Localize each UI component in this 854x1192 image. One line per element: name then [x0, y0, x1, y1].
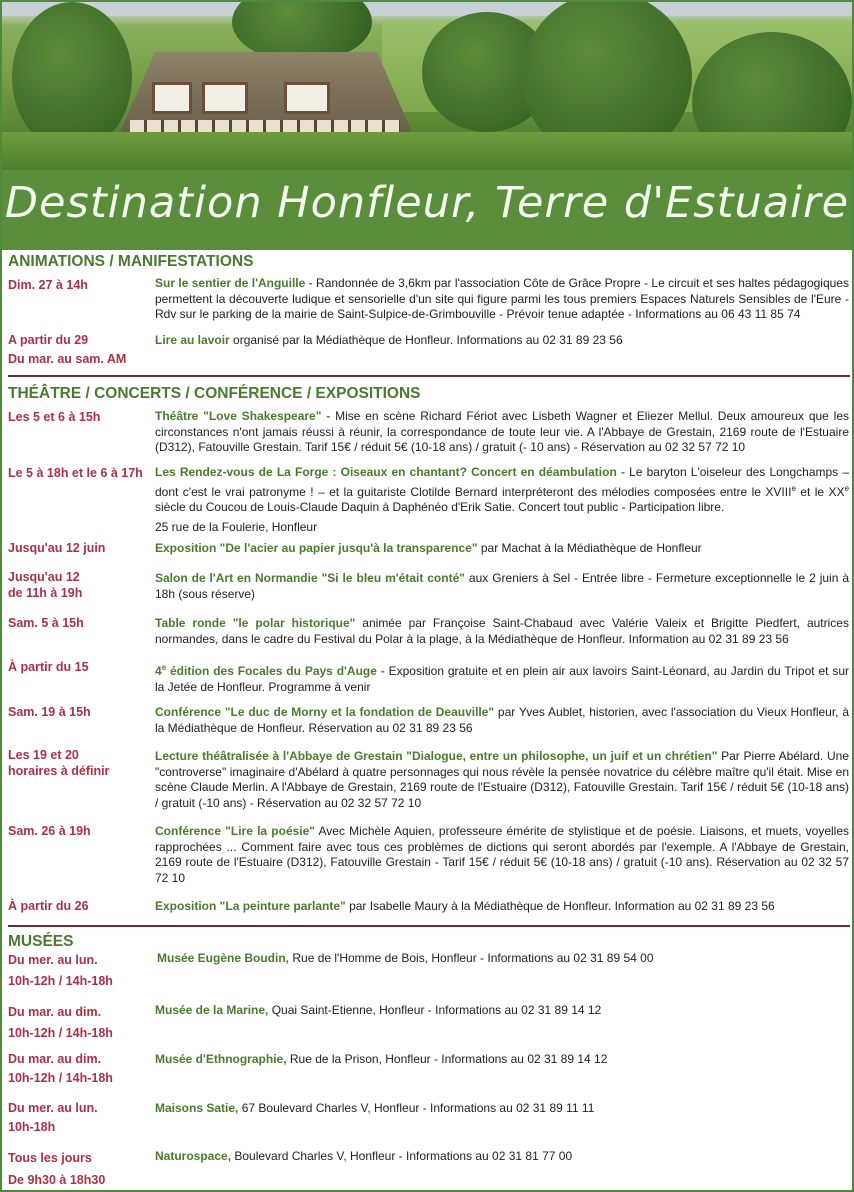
- page-title: Destination Honfleur, Terre d'Estuaire: [4, 178, 850, 228]
- event-description: Sur le sentier de l'Anguille - Randonnée de 3,6km par l'association Côte de Grâce Propre - Le circuit et ses haltes pédagogiques permettent la découverte ludique et sensorielle d'un site qui figure parmi les tous premiers Espaces Naturels Sensibles de l'Eure - Rdv sur le parking de la mairie de Saint-Sulpice-de-Grimbouville - Prévoir tenue adaptée - Informations au 06 43 11 85 74: [155, 276, 849, 322]
- section-title-theatre: THÉÂTRE / CONCERTS / CONFÉRENCE / EXPOSITIONS: [8, 385, 421, 402]
- museum-description: Musée de la Marine, Quai Saint-Etienne, Honfleur - Informations au 02 31 89 14 12: [155, 1003, 602, 1017]
- event-description: Les Rendez-vous de La Forge : Oiseaux en chantant? Concert en déambulation - Le baryton L'oiseleur des Longchamps – dont c'est le vrai patronyme ! – et la guitariste Clotilde Bernard interpréteront des mélodies composées entre le XVIIIe et le XXe siècle du Coucou de Louis-Claude Daquin à Daphénéo d'Erik Satie. Concert tout public - Participation libre. 25 rue de la Foulerie, Honfleur: [155, 465, 850, 534]
- event-description: Théâtre "Love Shakespeare" - Mise en scène Richard Fériot avec Lisbeth Wagner et Eliezer Mellul. Deux amoureux que les circonstances n'ont jamais réussi à réunir, la correspondance de toute leur vie. A l'Abbaye de Grestain, 2169 route de l'Estuaire (D312), Fatouville Grestain. Tarif 15€ / réduit 5€ (10-18 ans) / gratuit (- 10 ans) - Réservation au 02 32 57 72 10: [155, 409, 849, 455]
- event-description: Lire au lavoir organisé par la Médiathèque de Honfleur. Informations au 02 31 89 23 56: [155, 333, 623, 347]
- event-description: Exposition "La peinture parlante" par Isabelle Maury à la Médiathèque de Honfleur. Information au 02 31 89 23 56: [155, 899, 775, 913]
- event-date: Dim. 27 à 14h: [8, 278, 88, 292]
- museum-description: Naturospace, Boulevard Charles V, Honfleur - Informations au 02 31 81 77 00: [155, 1149, 573, 1163]
- event-description: Conférence "Lire la poésie" Avec Michèle Aquien, professeure émérite de stylistique et de poésie. Liaisons, et muets, voyelles rapprochées ... Comment faire avec tous ces problèmes de dictions qui seront abordés par l'exemple. A l'Abbaye de Grestain, 2169 route de l'Estuaire (D312), Fatouville Grestain - Tarif 15€ / réduit 5€ (10-18 ans) / gratuit (-10 ans). Réservation au 02 32 57 72 10: [155, 824, 849, 885]
- event-date: Sam. 5 à 15h: [8, 616, 84, 630]
- museum-description: Maisons Satie, 67 Boulevard Charles V, Honfleur - Informations au 02 31 89 11 11: [155, 1101, 595, 1115]
- section-title-musees: MUSÉES: [8, 933, 74, 950]
- event-description: Table ronde "le polar historique" animée par Françoise Saint-Chabaud avec Valérie Valeix et Brigitte Piedfert, autrices normandes, dans le cadre du Festival du Polar à la plage, à la Médiathèque de Honfleur. Information au 02 31 89 23 56: [155, 616, 849, 646]
- event-description: Salon de l'Art en Normandie "Si le bleu m'était conté" aux Greniers à Sel - Entrée libre - Fermeture exceptionnelle le 2 juin à 18h (sous réserve): [155, 571, 850, 601]
- section-divider: [8, 925, 850, 927]
- event-date: Jusqu'au 12 juin: [8, 541, 106, 555]
- event-date: À partir du 26: [8, 899, 89, 913]
- museum-description: Musée Eugène Boudin, Rue de l'Homme de Bois, Honfleur - Informations au 02 31 89 54 00: [157, 951, 654, 965]
- event-description: Lecture théâtralisée à l'Abbaye de Grestain "Dialogue, entre un philosophe, un juif et un chrétien" Par Pierre Abélard. Une "controverse" imaginaire d'Abélard à quatre personnages qui nous révèle la pensée novatrice du célèbre maître qu'il était. Mise en scène Claude Merlin. A l'Abbaye de Grestain, 2169 route de l'Estuaire (D312), Fatouville Grestain. Tarif 15€ / réduit 5€ (10-18 ans) / gratuit (-10 ans) - Réservation au 02 32 57 72 10: [155, 749, 849, 810]
- museum-description: Musée d'Ethnographie, Rue de la Prison, Honfleur - Informations au 02 31 89 14 12: [155, 1052, 608, 1066]
- event-date: À partir du 15: [8, 660, 89, 674]
- event-description: 4e édition des Focales du Pays d'Auge - Exposition gratuite et en plein air aux lavoirs Saint-Léonard, au Jardin du Tripot et sur la Jetée de Honfleur. Programme à venir: [155, 663, 849, 694]
- event-date: Sam. 26 à 19h: [8, 824, 91, 838]
- section-divider: [8, 375, 850, 377]
- event-date: Le 5 à 18h et le 6 à 17h: [8, 466, 143, 480]
- event-date: Les 5 et 6 à 15h: [8, 410, 101, 424]
- event-date: Les 19 et 20 horaires à définir: [8, 748, 110, 778]
- event-date: Sam. 19 à 15h: [8, 705, 91, 719]
- event-description: Exposition "De l'acier au papier jusqu'à la transparence" par Machat à la Médiathèque de Honfleur: [155, 541, 702, 555]
- event-date: Jusqu'au 12 de 11h à 19h: [8, 570, 83, 600]
- event-description: Conférence "Le duc de Morny et la fondation de Deauville" par Yves Aublet, historien, avec l'association du Vieux Honfleur, à la Médiathèque de Honfleur. Réservation au 02 31 89 23 56: [155, 705, 849, 735]
- title-banner: [2, 170, 852, 250]
- header-photo: [2, 2, 852, 170]
- section-title-animations: ANIMATIONS / MANIFESTATIONS: [8, 253, 254, 270]
- museum-hours: Du mar. au dim. 10h-12h / 14h-18h: [8, 1005, 113, 1040]
- event-date: A partir du 29 Du mar. au sam. AM: [8, 333, 127, 366]
- museum-hours: Du mer. au lun. 10h-12h / 14h-18h: [8, 953, 113, 988]
- museum-hours: Tous les jours De 9h30 à 18h30: [8, 1151, 106, 1187]
- museum-hours: Du mar. au dim. 10h-12h / 14h-18h: [8, 1052, 113, 1085]
- museum-hours: Du mer. au lun. 10h-18h: [8, 1101, 98, 1134]
